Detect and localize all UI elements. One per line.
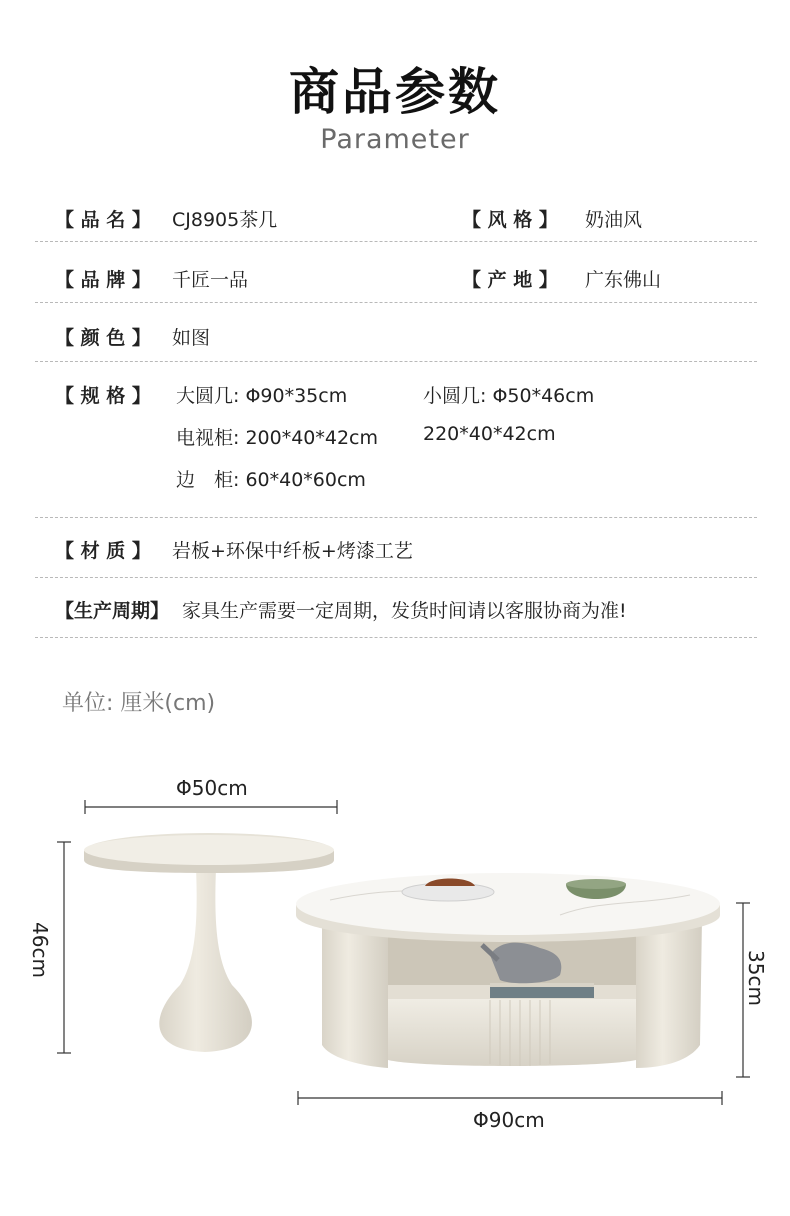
param-origin-label: 【 产 地 】 xyxy=(462,269,558,291)
small-diameter-label: Φ50cm xyxy=(176,776,248,800)
param-name-value: CJ8905茶几 xyxy=(172,209,278,231)
small-round-table-image xyxy=(84,833,334,1052)
param-name-label: 【 品 名 】 xyxy=(55,209,151,231)
page-subtitle: Parameter xyxy=(320,124,470,155)
page-title: 商品参数 xyxy=(289,63,501,121)
spec-side-cabinet: 边 柜: 60*40*60cm xyxy=(176,469,366,491)
unit-note: 单位: 厘米(cm) xyxy=(62,691,216,716)
large-width-line xyxy=(298,1091,722,1105)
spec-large-table: 大圆几: Φ90*35cm xyxy=(176,385,348,407)
param-material-label: 【 材 质 】 xyxy=(55,540,151,562)
spec-small-table: 小圆几: Φ50*46cm xyxy=(423,385,595,407)
param-spec-label: 【 规 格 】 xyxy=(55,385,151,407)
large-round-table-image xyxy=(296,873,720,1068)
spec-tv-cabinet: 电视柜: 200*40*42cm xyxy=(176,427,379,449)
small-width-line xyxy=(85,800,337,814)
param-cycle-value: 家具生产需要一定周期，发货时间请以客服协商为准! xyxy=(182,600,627,622)
param-brand-label: 【 品 牌 】 xyxy=(55,269,151,291)
param-brand-value: 千匠一品 xyxy=(172,269,249,291)
param-origin-value: 广东佛山 xyxy=(585,269,662,291)
param-color-label: 【 颜 色 】 xyxy=(55,327,151,349)
small-height-line xyxy=(57,842,71,1053)
param-cycle-label: 【生产周期】 xyxy=(55,600,170,622)
param-style-value: 奶油风 xyxy=(585,209,643,231)
large-diameter-label: Φ90cm xyxy=(473,1108,545,1132)
param-material-value: 岩板+环保中纤板+烤漆工艺 xyxy=(172,540,413,562)
param-style-label: 【 风 格 】 xyxy=(462,209,558,231)
large-height-label: 35cm xyxy=(744,950,768,1006)
small-height-label: 46cm xyxy=(28,922,52,978)
param-color-value: 如图 xyxy=(172,327,211,349)
spec-tv-cabinet-alt: 220*40*42cm xyxy=(423,423,556,445)
